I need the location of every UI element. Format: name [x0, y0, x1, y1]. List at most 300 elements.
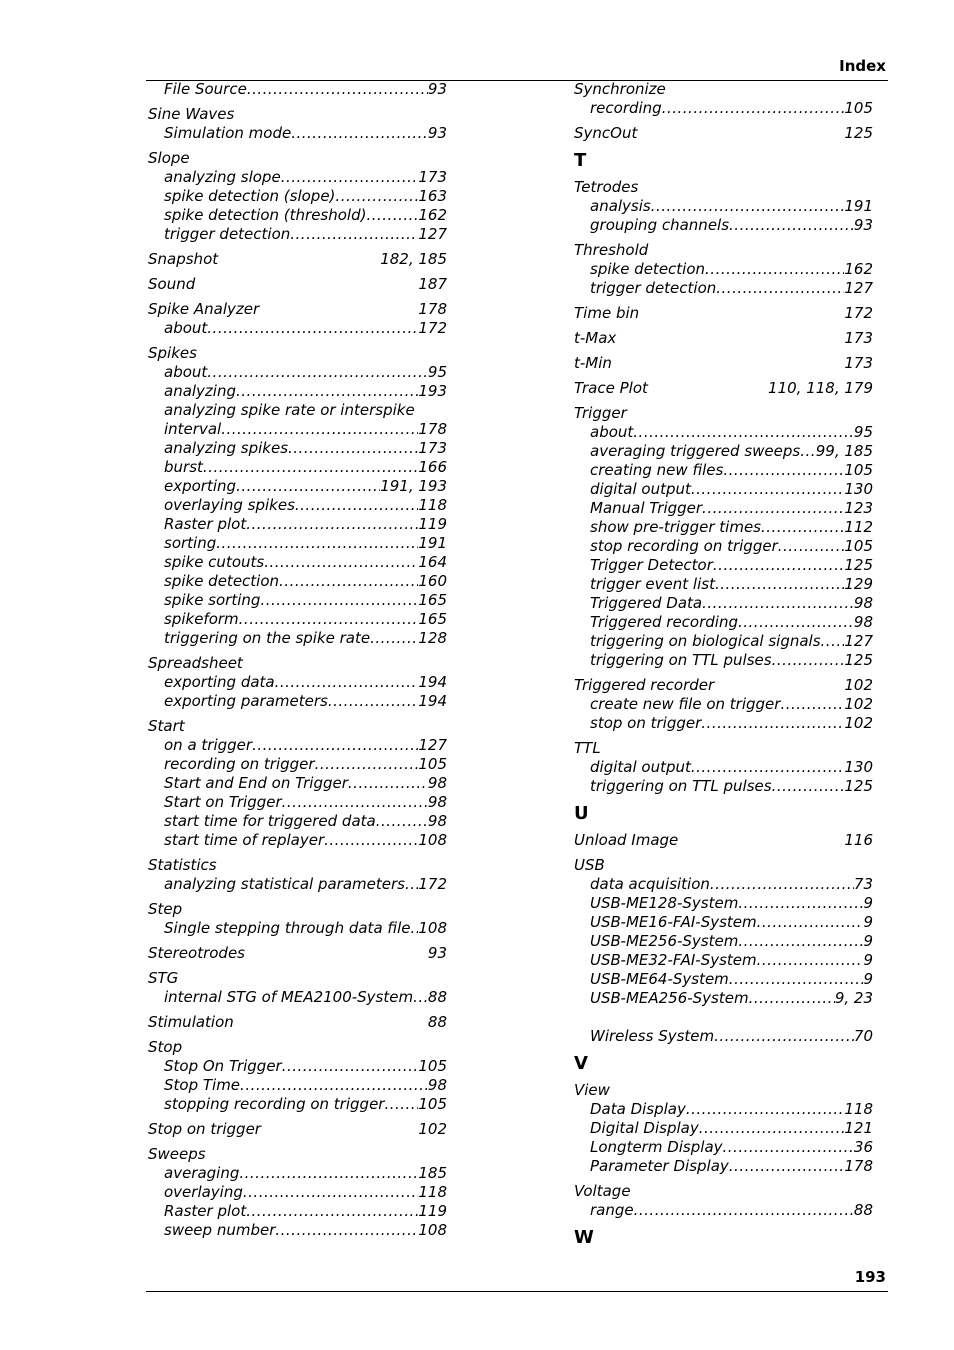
subentry-text: spike detection: [590, 260, 706, 278]
dot-leader: [275, 1221, 418, 1240]
dot-leader: [247, 80, 428, 99]
index-heading-line: [574, 241, 873, 260]
page-reference: 178: [418, 300, 447, 318]
page-reference: 98: [427, 1076, 447, 1094]
dot-leader: [252, 736, 418, 755]
page-reference: 130: [844, 480, 873, 498]
page-reference: 191: [418, 534, 447, 552]
page-reference: 182, 185: [380, 250, 447, 268]
entry-heading: USB: [574, 856, 605, 874]
page-reference: 102: [418, 1120, 447, 1138]
dot-leader: [243, 1183, 418, 1202]
page-reference: 99, 185: [815, 442, 873, 460]
index-subentry: [574, 651, 873, 670]
subentry-text: digital output: [590, 758, 691, 776]
page-reference: 88: [853, 1201, 873, 1219]
dot-leader: [324, 831, 418, 850]
index-subentry: [148, 80, 447, 99]
index-subentry: [574, 1119, 873, 1138]
page-reference: 128: [418, 629, 447, 647]
index-subentry: [148, 831, 447, 850]
index-subentry: [148, 774, 447, 793]
subentry-text: Trigger Detector: [590, 556, 713, 574]
subentry-text: recording: [590, 99, 662, 117]
index-heading-line: [574, 739, 873, 758]
subentry-text: Stop Time: [164, 1076, 241, 1094]
page-reference: 98: [427, 812, 447, 830]
entry-heading: Voltage: [574, 1182, 631, 1200]
index-entry: [148, 300, 447, 338]
page-reference: 9: [863, 951, 873, 969]
index-subentry: [148, 1057, 447, 1076]
page-reference: 105: [418, 1095, 447, 1113]
dot-leader: [772, 777, 845, 796]
index-heading-line: [574, 856, 873, 875]
page-reference: 191: [844, 197, 873, 215]
page-reference: 110, 118, 179: [768, 379, 873, 397]
page-reference: 127: [418, 225, 447, 243]
index-subentry: [148, 692, 447, 711]
index-entry: [574, 80, 873, 118]
dot-leader: [738, 932, 863, 951]
subentry-text: analyzing spikes: [164, 439, 289, 457]
dot-leader: [376, 812, 428, 831]
dot-leader: [236, 477, 380, 496]
subentry-text: triggering on TTL pulses: [590, 651, 772, 669]
subentry-text: analyzing statistical parameters: [164, 875, 405, 893]
subentry-text: Triggered Data: [590, 594, 703, 612]
index-subentry: [574, 442, 873, 461]
index-entry: [148, 654, 447, 711]
dot-leader: [405, 875, 418, 894]
index-entry: [148, 856, 447, 894]
subentry-text: create new file on trigger: [590, 695, 781, 713]
subentry-text: Parameter Display: [590, 1157, 729, 1175]
index-entry: [148, 1145, 447, 1240]
page-reference: 98: [427, 774, 447, 792]
dot-leader: [699, 1119, 845, 1138]
subentry-text: trigger detection: [164, 225, 291, 243]
entry-heading: Spike Analyzer: [148, 300, 260, 318]
entry-heading: Sine Waves: [148, 105, 235, 123]
index-subentry: [148, 793, 447, 812]
index-subentry: [148, 1202, 447, 1221]
index-subentry: [574, 197, 873, 216]
subentry-text: burst: [164, 458, 203, 476]
subentry-text: analyzing slope: [164, 168, 281, 186]
index-heading-line: [148, 717, 447, 736]
dot-leader: [264, 553, 418, 572]
index-subentry: [148, 382, 447, 401]
entry-heading: Stop on trigger: [148, 1120, 261, 1138]
index-heading-line: [148, 300, 447, 319]
page-reference: 127: [418, 736, 447, 754]
page-reference: 172: [844, 304, 873, 322]
page-reference: 105: [844, 461, 873, 479]
entry-heading: Stop: [148, 1038, 183, 1056]
entry-heading: Step: [148, 900, 183, 918]
entry-heading: Spreadsheet: [148, 654, 243, 672]
page-reference: 164: [418, 553, 447, 571]
page-reference: 88: [427, 988, 447, 1006]
subentry-text: spike detection (slope): [164, 187, 336, 205]
index-heading-line: [574, 354, 873, 373]
entry-heading: Time bin: [574, 304, 640, 322]
dot-leader: [691, 480, 844, 499]
index-subentry: [148, 1221, 447, 1240]
page-reference: 165: [418, 610, 447, 628]
index-subentry: [148, 553, 447, 572]
subentry-text: Start and End on Trigger: [164, 774, 348, 792]
page-reference: 9: [863, 913, 873, 931]
index-heading-line: [574, 329, 873, 348]
index-subentry: [148, 319, 447, 338]
dot-leader: [757, 951, 864, 970]
subentry-text: Single stepping through data file: [164, 919, 411, 937]
index-heading-line: [148, 275, 447, 294]
index-subentry: [574, 537, 873, 556]
subentry-text: Simulation mode: [164, 124, 292, 142]
page-reference: 118: [418, 1183, 447, 1201]
section-letter: U: [574, 803, 589, 824]
entry-heading: Stereotrodes: [148, 944, 245, 962]
index-subentry: [148, 1076, 447, 1095]
subentry-text: range: [590, 1201, 634, 1219]
dot-leader: [702, 499, 844, 518]
page-reference: 105: [844, 537, 873, 555]
page-reference: 95: [427, 363, 447, 381]
dot-leader: [246, 1202, 418, 1221]
dot-leader: [282, 793, 428, 812]
index-subentry: [574, 423, 873, 442]
subentry-text: show pre-trigger times: [590, 518, 761, 536]
page-number: 193: [854, 1268, 886, 1286]
index-heading-line: [148, 1038, 447, 1057]
index-subentry: [148, 363, 447, 382]
subentry-text: analyzing: [164, 382, 237, 400]
index-heading-line: [574, 1081, 873, 1100]
subentry-text: internal STG of MEA2100-System: [164, 988, 414, 1006]
dot-leader: [729, 216, 854, 235]
index-subentry: [574, 518, 873, 537]
dot-leader: [691, 758, 844, 777]
dot-leader: [239, 610, 419, 629]
page-reference: 105: [418, 1057, 447, 1075]
index-heading-line: [148, 344, 447, 363]
subentry-text: stop on trigger: [590, 714, 702, 732]
dot-leader: [279, 572, 418, 591]
dot-leader: [216, 534, 418, 553]
index-entry: [574, 379, 873, 398]
dot-leader: [821, 632, 845, 651]
index-subentry: [148, 206, 447, 225]
page-reference: 172: [418, 319, 447, 337]
index-subentry: [574, 1138, 873, 1157]
subentry-text: Manual Trigger: [590, 499, 703, 517]
subentry-text: creating new files: [590, 461, 724, 479]
page-reference: 95: [853, 423, 873, 441]
page-reference: 118: [844, 1100, 873, 1118]
dot-leader: [240, 1076, 428, 1095]
page-reference: 178: [844, 1157, 873, 1175]
dot-leader: [221, 420, 418, 439]
dot-leader: [295, 496, 418, 515]
entry-heading: STG: [148, 969, 179, 987]
dot-leader: [239, 1164, 418, 1183]
index-subentry: [574, 556, 873, 575]
index-heading-line: [574, 1182, 873, 1201]
page-reference: 166: [418, 458, 447, 476]
subentry-text: stop recording on trigger: [590, 537, 778, 555]
entry-heading: Snapshot: [148, 250, 219, 268]
page-reference: 9, 23: [834, 989, 873, 1007]
index-entry: [148, 250, 447, 269]
index-heading-line: [574, 80, 873, 99]
index-subentry: [148, 572, 447, 591]
page-reference: 102: [844, 714, 873, 732]
index-subentry: [148, 875, 447, 894]
dot-leader: [713, 556, 844, 575]
page-reference: 173: [418, 439, 447, 457]
index-entry: [574, 329, 873, 348]
entry-heading: Threshold: [574, 241, 649, 259]
index-subentry: [574, 594, 873, 613]
index-entry: [148, 105, 447, 143]
index-subentry: [148, 401, 447, 420]
index-subentry: [574, 575, 873, 594]
index-subentry: [148, 515, 447, 534]
dot-leader: [651, 197, 845, 216]
index-entry: [574, 831, 873, 850]
page-reference: 36: [853, 1138, 873, 1156]
page-reference: 125: [844, 651, 873, 669]
index-subentry: [574, 461, 873, 480]
subentry-text: exporting: [164, 477, 237, 495]
index-subentry: [148, 168, 447, 187]
page-reference: 123: [844, 499, 873, 517]
dot-leader: [203, 458, 418, 477]
subentry-text: spikeform: [164, 610, 239, 628]
subentry-text: about: [590, 423, 634, 441]
index-entry: [148, 1013, 447, 1032]
section-letter: W: [574, 1227, 594, 1248]
page-reference: 105: [418, 755, 447, 773]
page-reference: 118: [418, 496, 447, 514]
page-reference: 108: [418, 919, 447, 937]
index-heading-line: [148, 149, 447, 168]
index-subentry: [148, 225, 447, 244]
index-entry: [148, 80, 447, 99]
index-subentry: [148, 477, 447, 496]
index-heading-line: [148, 250, 447, 269]
page-reference: 121: [844, 1119, 873, 1137]
dot-leader: [702, 594, 854, 613]
subentry-text: File Source: [164, 80, 247, 98]
subentry-text: triggering on TTL pulses: [590, 777, 772, 795]
index-subentry: [148, 736, 447, 755]
index-subentry: [148, 919, 447, 938]
entry-heading: Triggered recorder: [574, 676, 715, 694]
page-reference: 125: [844, 556, 873, 574]
index-heading-line: [574, 124, 873, 143]
subentry-text: analysis: [590, 197, 651, 215]
dot-leader: [288, 439, 418, 458]
page-reference: 173: [844, 329, 873, 347]
index-subentry: [574, 216, 873, 235]
index-heading-line: [148, 1120, 447, 1139]
subentry-text: Data Display: [590, 1100, 686, 1118]
index-subentry: [574, 632, 873, 651]
entry-heading: Start: [148, 717, 185, 735]
page-reference: 98: [427, 793, 447, 811]
index-entry: [148, 717, 447, 850]
page-reference: 116: [844, 831, 873, 849]
dot-leader: [236, 382, 418, 401]
dot-leader: [260, 591, 418, 610]
entry-heading: Unload Image: [574, 831, 679, 849]
index-entry: [148, 1120, 447, 1139]
index-entry: [148, 1038, 447, 1114]
index-subentry: [574, 1100, 873, 1119]
dot-leader: [772, 651, 845, 670]
index-subentry: [574, 499, 873, 518]
page-reference: 88: [427, 1013, 447, 1031]
index-subentry: [148, 496, 447, 515]
subentry-text: USB-ME128-System: [590, 894, 739, 912]
dot-leader: [413, 988, 428, 1007]
subentry-text: Raster plot: [164, 515, 247, 533]
index-subentry: [574, 875, 873, 894]
subentry-text: USB-ME32-FAI-System: [590, 951, 757, 969]
index-subentry: [148, 988, 447, 1007]
index-subentry: [574, 695, 873, 714]
entry-heading: Sound: [148, 275, 196, 293]
page-reference: 185: [418, 1164, 447, 1182]
index-entry: [148, 900, 447, 938]
page-reference: 93: [427, 80, 447, 98]
index-heading-line: [148, 856, 447, 875]
subentry-text: sorting: [164, 534, 217, 552]
index-subentry: [574, 714, 873, 733]
subentry-text: trigger detection: [590, 279, 717, 297]
page-reference: 98: [853, 594, 873, 612]
index-entry: [574, 856, 873, 1046]
subentry-text: stopping recording on trigger: [164, 1095, 385, 1113]
dot-leader: [714, 1027, 854, 1046]
index-heading-line: [148, 900, 447, 919]
dot-leader: [761, 518, 844, 537]
index-entry: [148, 149, 447, 244]
page-reference: 125: [844, 777, 873, 795]
index-subentry: [574, 613, 873, 632]
index-subentry: [148, 629, 447, 648]
index-heading-line: [148, 1145, 447, 1164]
subentry-text: USB-ME16-FAI-System: [590, 913, 757, 931]
index-entry: [574, 178, 873, 235]
index-subentry: [148, 187, 447, 206]
index-column-right: [574, 80, 873, 1249]
entry-heading: t-Max: [574, 329, 617, 347]
dot-leader: [723, 1138, 854, 1157]
index-subentry: [574, 932, 873, 951]
dot-leader: [723, 461, 844, 480]
entry-heading: Statistics: [148, 856, 217, 874]
page-reference: 194: [418, 692, 447, 710]
index-subentry: [574, 913, 873, 932]
subentry-text: spike sorting: [164, 591, 261, 609]
index-subentry: [574, 480, 873, 499]
page-reference: 93: [853, 216, 873, 234]
running-header: Index: [839, 57, 886, 75]
page-reference: 119: [418, 1202, 447, 1220]
dot-leader: [370, 629, 418, 648]
subentry-text: Wireless System: [590, 1027, 715, 1045]
dot-leader: [710, 875, 854, 894]
index-subentry: [574, 1157, 873, 1176]
dot-leader: [738, 613, 854, 632]
dot-leader: [246, 515, 418, 534]
page-reference: 173: [418, 168, 447, 186]
dot-leader: [291, 124, 428, 143]
page-reference: 127: [844, 279, 873, 297]
footer-rule: [146, 1291, 888, 1292]
index-heading-line: [574, 404, 873, 423]
page-reference: 130: [844, 758, 873, 776]
entry-heading: Trace Plot: [574, 379, 648, 397]
dot-leader: [716, 279, 844, 298]
subentry-text: on a trigger: [164, 736, 253, 754]
index-subentry: [574, 894, 873, 913]
entry-heading: Slope: [148, 149, 190, 167]
page-reference: 102: [844, 695, 873, 713]
subentry-text: analyzing spike rate or interspike: [164, 401, 415, 419]
subentry-text: spike cutouts: [164, 553, 265, 571]
index-heading-line: [574, 676, 873, 695]
page-reference: 105: [844, 99, 873, 117]
dot-leader: [633, 423, 854, 442]
index-subentry: [148, 812, 447, 831]
index-heading-line: [574, 304, 873, 323]
subentry-text: exporting data: [164, 673, 275, 691]
page-reference: 9: [863, 932, 873, 950]
subentry-text: grouping channels: [590, 216, 730, 234]
entry-heading: SyncOut: [574, 124, 638, 142]
index-heading-line: [574, 178, 873, 197]
dot-leader: [705, 260, 844, 279]
dot-leader: [315, 755, 419, 774]
page-reference: 191, 193: [380, 477, 447, 495]
page-reference: 178: [418, 420, 447, 438]
entry-heading: Tetrodes: [574, 178, 639, 196]
page-reference: 93: [427, 944, 447, 962]
entry-heading: Synchronize: [574, 80, 666, 98]
subentry-text: USB-MEA256-System: [590, 989, 749, 1007]
index-entry: [574, 739, 873, 796]
page-reference: 125: [844, 124, 873, 142]
index-entry: [574, 1081, 873, 1176]
dot-leader: [757, 913, 864, 932]
subentry-text: about: [164, 319, 208, 337]
dot-leader: [290, 225, 418, 244]
dot-leader: [281, 168, 419, 187]
index-subentry: [148, 755, 447, 774]
page-reference: 108: [418, 1221, 447, 1239]
index-subentry: [148, 1183, 447, 1202]
index-subentry: [574, 1201, 873, 1220]
page-reference: 108: [418, 831, 447, 849]
dot-leader: [780, 695, 844, 714]
page-reference: 102: [844, 676, 873, 694]
